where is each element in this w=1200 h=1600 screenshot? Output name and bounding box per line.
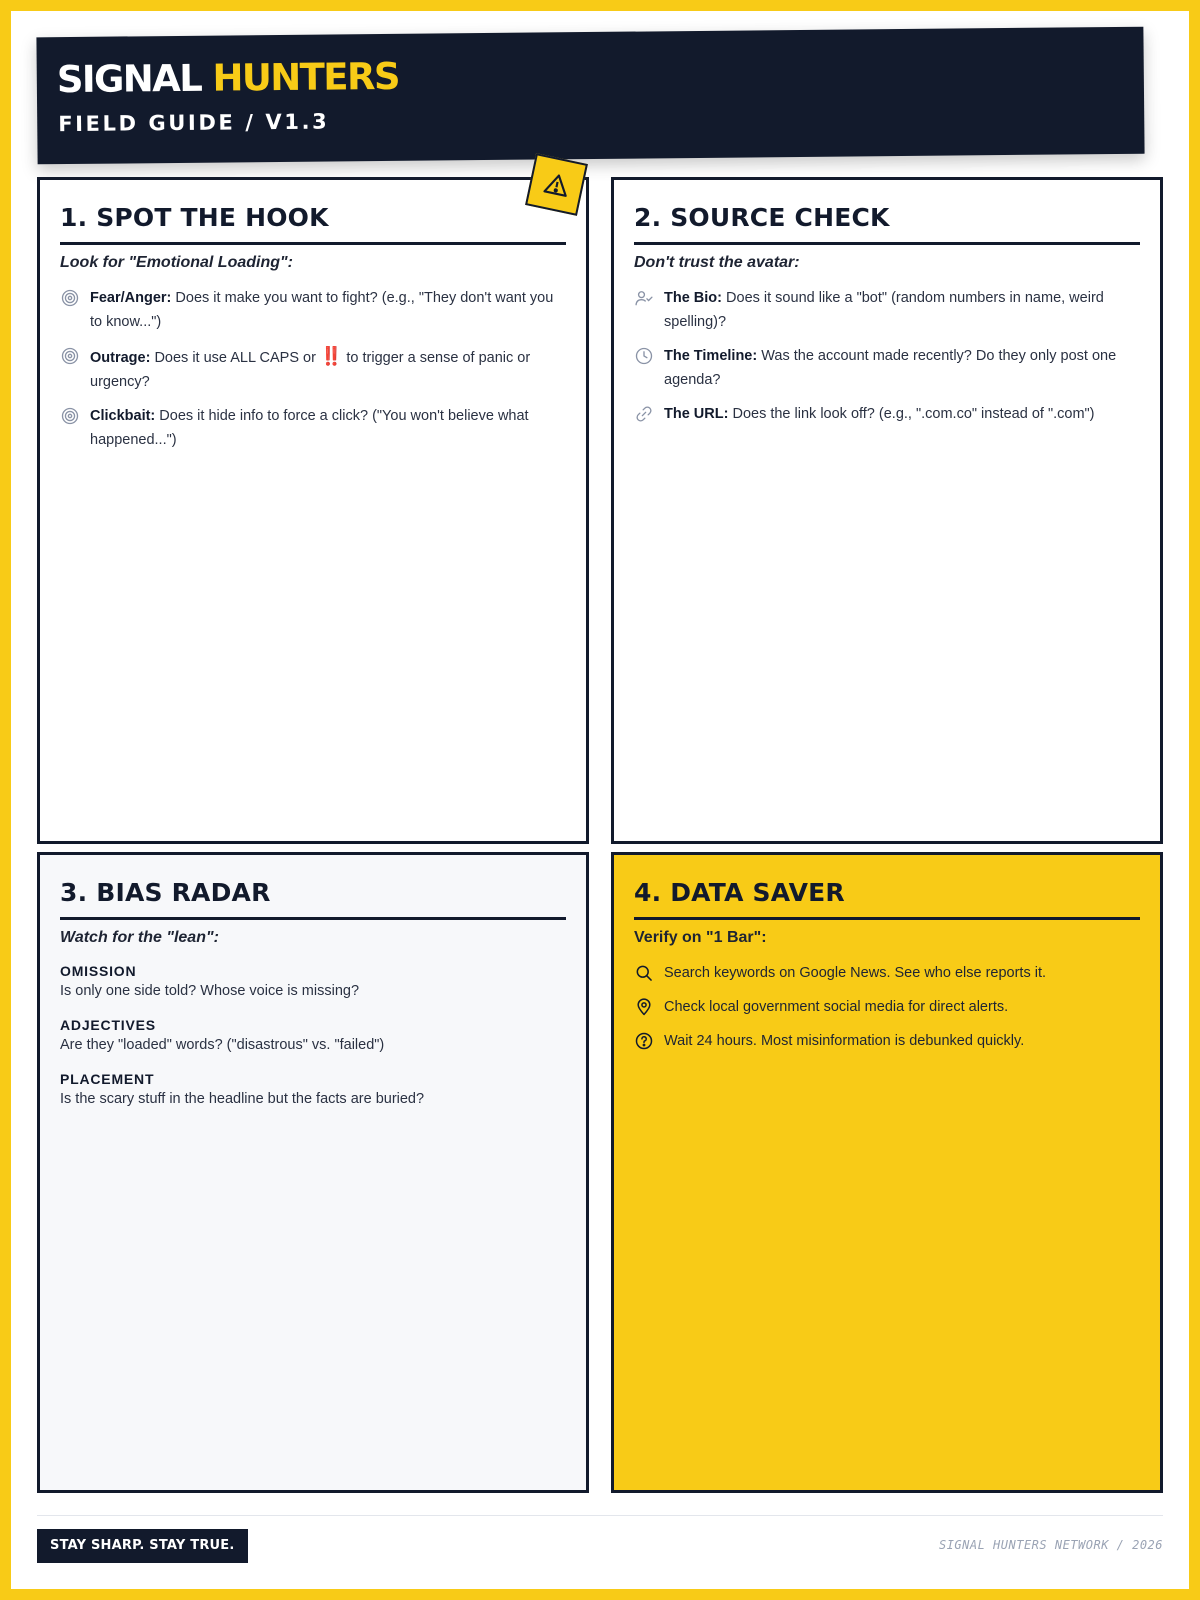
card-title: 1. SPOT THE HOOK <box>60 204 566 245</box>
item-desc-after: to trigger a sense of panic or urgency? <box>90 349 531 390</box>
item-term: Fear/Anger: <box>90 289 172 306</box>
source-list <box>634 286 1140 426</box>
brand-title <box>56 54 400 102</box>
footer-divider <box>37 1515 1163 1516</box>
data-saver-list <box>634 961 1140 1053</box>
list-item-text <box>90 286 566 334</box>
item-desc: Wait 24 hours. Most misinformation is debunked quickly. <box>664 1032 1025 1049</box>
item-desc-before: Does it use ALL CAPS or <box>150 349 320 366</box>
list-item <box>634 1029 1140 1053</box>
item-term: The Timeline: <box>664 347 758 364</box>
item-desc: Does the link look off? (e.g., ".com.co" instead of ".com") <box>728 405 1095 422</box>
item-desc: Does it sound like a "bot" (random numbers in name, weird spelling)? <box>664 289 1104 330</box>
item-term: Clickbait: <box>90 407 156 424</box>
bias-desc: Is only one side told? Whose voice is missing? <box>60 982 360 999</box>
card-intro: Don't trust the avatar: <box>634 253 800 271</box>
list-item-text <box>664 286 1140 334</box>
bias-term: OMISSION <box>60 962 137 979</box>
item-desc: Does it hide info to force a click? ("You won't believe what happened...") <box>90 407 529 448</box>
bias-item <box>60 961 566 1001</box>
list-item-text <box>664 402 1095 426</box>
warning-triangle-icon <box>541 169 572 200</box>
item-term: The URL: <box>664 405 729 422</box>
list-item <box>634 402 1140 426</box>
bias-item <box>60 1015 566 1055</box>
bias-desc: Is the scary stuff in the headline but the facts are buried? <box>60 1090 425 1107</box>
clock-icon <box>634 344 664 368</box>
help-circle-icon <box>634 1029 664 1053</box>
item-term: The Bio: <box>664 289 722 306</box>
list-item <box>60 344 566 394</box>
bias-desc: Are they "loaded" words? ("disastrous" vs. "failed") <box>60 1036 385 1053</box>
card-title: 2. SOURCE CHECK <box>634 204 1140 245</box>
list-item <box>60 286 566 334</box>
bias-item <box>60 1069 566 1109</box>
header-banner <box>36 27 1144 165</box>
warning-badge <box>525 153 588 216</box>
footer-copyright: SIGNAL HUNTERS NETWORK / 2026 <box>938 1538 1163 1552</box>
card-bias-radar <box>37 852 589 1493</box>
bias-term: PLACEMENT <box>60 1070 155 1087</box>
footer-slogan: STAY SHARP. STAY TRUE. <box>37 1529 248 1563</box>
item-desc: Search keywords on Google News. See who else reports it. <box>664 964 1047 981</box>
double-exclamation-emoji: ‼️ <box>319 345 343 366</box>
card-intro: Verify on "1 Bar": <box>634 928 767 946</box>
card-source-check <box>611 177 1163 844</box>
list-item <box>634 344 1140 392</box>
brand-primary: SIGNAL <box>56 56 202 102</box>
card-title: 4. DATA SAVER <box>634 879 1140 920</box>
list-item-text <box>664 344 1140 392</box>
map-pin-icon <box>634 995 664 1019</box>
card-intro: Watch for the "lean": <box>60 928 219 946</box>
target-icon <box>60 344 90 368</box>
target-icon <box>60 286 90 310</box>
item-term: Outrage: <box>90 349 151 366</box>
list-item <box>60 404 566 452</box>
target-icon <box>60 404 90 428</box>
list-item-text <box>90 344 566 394</box>
item-desc: Check local government social media for direct alerts. <box>664 998 1009 1015</box>
card-spot-the-hook <box>37 177 589 844</box>
hook-list <box>60 286 566 452</box>
list-item-text <box>90 404 566 452</box>
link-icon <box>634 402 664 426</box>
user-check-icon <box>634 286 664 310</box>
card-title: 3. BIAS RADAR <box>60 879 566 920</box>
list-item <box>634 286 1140 334</box>
item-desc: Was the account made recently? Do they only post one agenda? <box>664 347 1117 388</box>
search-icon <box>634 961 664 985</box>
card-data-saver <box>611 852 1163 1493</box>
bias-term: ADJECTIVES <box>60 1016 156 1033</box>
list-item <box>634 961 1140 985</box>
item-desc: Does it make you want to fight? (e.g., "They don't want you to know...") <box>90 289 554 330</box>
list-item <box>634 995 1140 1019</box>
guide-subtitle: FIELD GUIDE / V1.3 <box>58 109 330 137</box>
brand-accent: HUNTERS <box>212 54 400 100</box>
card-intro: Look for "Emotional Loading": <box>60 253 293 271</box>
